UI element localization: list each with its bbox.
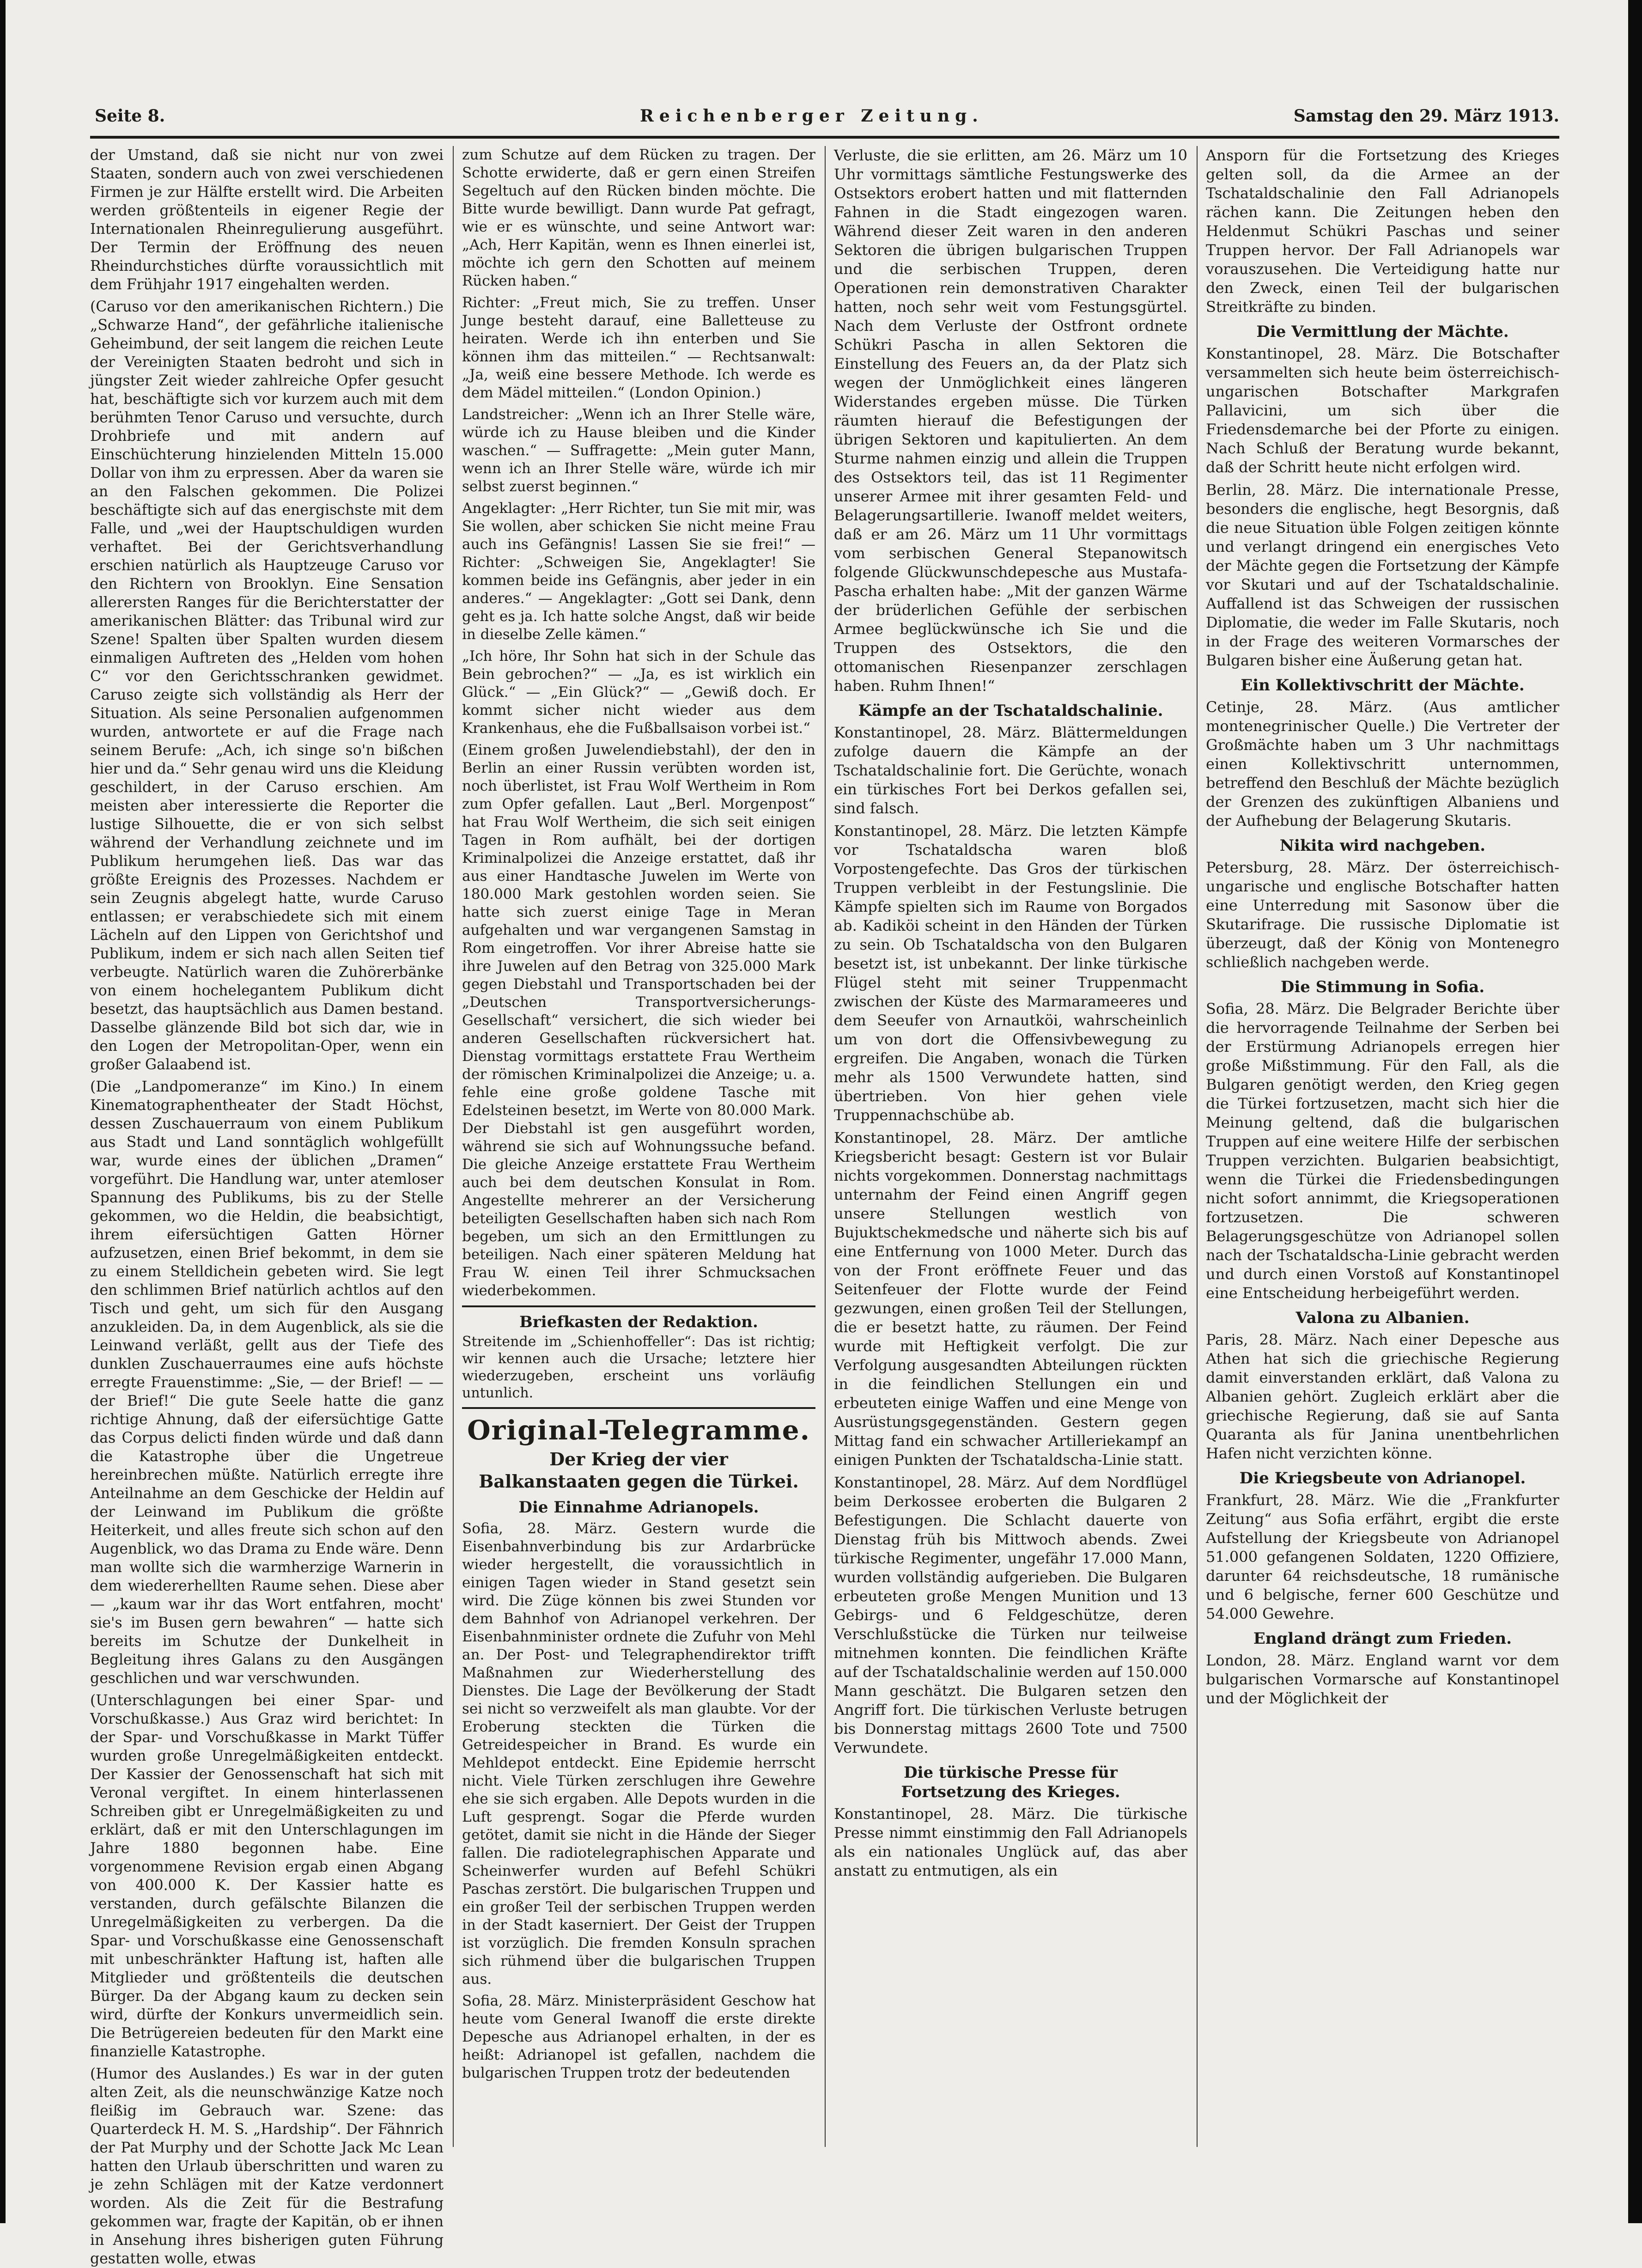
telegram-subtitle: Der Krieg der vier bbox=[549, 1449, 728, 1469]
section-heading: Die Vermittlung der Mächte. bbox=[1256, 323, 1509, 341]
page-header bbox=[90, 106, 1559, 139]
section-heading: Nikita wird nachgeben. bbox=[1279, 836, 1486, 855]
newspaper-page bbox=[90, 106, 1559, 2267]
article-paragraph: Konstantinopel, 28. März. Blättermeldungen zufolge dauern die Kämpfe an der Tschataldschalinie fort. Die Gerüchte, wonach ein türkisches Fort bei Derkos gefallen sei, sind falsch. bbox=[834, 724, 1187, 817]
telegram-subtitle: Balkanstaaten gegen die Türkei. bbox=[479, 1471, 799, 1492]
section-rule bbox=[462, 1305, 815, 1307]
header-rule bbox=[90, 136, 1559, 139]
section-heading: Fortsetzung des Krieges. bbox=[901, 1783, 1120, 1801]
article-paragraph: Angeklagter: „Herr Richter, tun Sie mit mir, was Sie wollen, aber schicken Sie nicht meine Frau auch ins Gefängnis! Lassen Sie sie frei!“ — Richter: „Schweigen Sie, Angeklagter! Sie kommen beide ins Gefängnis, aber jeder in ein anderes.“ — Angeklagter: „Gott sei Dank, denn geht es ja. Ich hatte solche Angst, daß wir beide in dieselbe Zelle kämen.“ bbox=[462, 500, 815, 643]
section-heading: Die türkische Presse für bbox=[904, 1763, 1118, 1782]
section-heading: England drängt zum Frieden. bbox=[1253, 1629, 1512, 1648]
section-heading: Die Stimmung in Sofia. bbox=[1280, 978, 1485, 996]
article-paragraph: Konstantinopel, 28. März. Die letzten Kämpfe vor Tschataldscha waren bloß Vorpostengefechte. Das Gros der türkischen Truppen verbleibt in der Festungslinie. Die Kämpfe spielten sich im Raume von Borgados ab. Kadiköi scheint in den Händen der Türken zu sein. Ob Tschataldscha von den Bulgaren besetzt ist, ist unbekannt. Der linke türkische Flügel steht mit seiner Truppenmacht zwischen der Küste des Marmarameeres und dem Seeufer von Arnautköi, wahrscheinlich um von dort die Offensivbewegung zu ergreifen. Die Angaben, wonach die Türken mehr als 1500 Verwundete hatten, sind übertrieben. Von hier gehen viele Truppennachschübe ab. bbox=[834, 822, 1187, 1124]
scan-border-right bbox=[1628, 0, 1642, 2223]
article-paragraph: Verluste, die sie erlitten, am 26. März um 10 Uhr vormittags sämtliche Festungswerke des Ostsektors erobert hatten und mit flatternden Fahnen in die Stadt eingezogen waren. Während dieser Zeit waren in den anderen Sektoren die übrigen bulgarischen Truppen und die serbischen Truppen, deren Operationen rein demonstrativen Charakter hatten, noch sehr weit vom Festungsgürtel. Nach dem Verluste der Ostfront ordnete Schükri Pascha in allen Sektoren die Einstellung des Feuers an, da der Platz sich wegen der Unmöglichkeit eines längeren Widerstandes ergeben müsse. Die Türken räumten hierauf die Befestigungen der übrigen Sektoren und kapitulierten. An dem Sturme nahmen einzig und allein die Truppen des Ostsektors teil, das ist 11 Regimenter unserer Armee mit ihrer gesamten Feld- und Belagerungsartillerie. Iwanoff meldet weiters, daß er am 26. März um 11 Uhr vormittags vom serbischen General Stepanowitsch folgende Glückwunschdepesche aus Mustafa-Pascha erhalten habe: „Mit der ganzen Wärme der brüderlichen Gefühle der serbischen Armee beglückwünsche ich Sie und die Truppen des Ostsektors, die den ottomanischen Riesenpanzer zerschlagen haben. Ruhm Ihnen!“ bbox=[834, 146, 1187, 695]
article-paragraph: London, 28. März. England warnt vor dem bulgarischen Vormarsche auf Konstantinopel und der Möglichkeit der bbox=[1206, 1652, 1559, 1707]
section-heading: Die Einnahme Adrianopels. bbox=[518, 1498, 759, 1517]
telegram-section-title: Original-Telegramme. bbox=[467, 1414, 810, 1446]
article-paragraph: Berlin, 28. März. Die internationale Presse, besonders die englische, hegt Besorgnis, daß die neue Situation üble Folgen zeitigen könnte und verlangt dringend ein energisches Veto der Mächte gegen die Fortsetzung der Kämpfe vor Skutari und auf der Tschataldschalinie. Auffallend ist das Schweigen der russischen Diplomatie, die weder im Falle Skutaris, noch in der Frage des weiteren Vormarsches der Bulgaren bisher eine Äußerung getan hat. bbox=[1206, 481, 1559, 669]
article-paragraph: Konstantinopel, 28. März. Die türkische Presse nimmt einstimmig den Fall Adrianopels als ein nationales Unglück auf, das aber anstatt zu entmutigen, als ein bbox=[834, 1805, 1187, 1879]
issue-date: Samstag den 29. März 1913. bbox=[1293, 106, 1559, 126]
article-paragraph: Sofia, 28. März. Gestern wurde die Eisenbahnverbindung bis zur Ardarbrücke wieder hergestellt, die voraussichtlich in einigen Tagen wieder in Stand gesetzt sein wird. Die Züge können bis zwei Stunden vor dem Bahnhof von Adrianopel verkehren. Der Eisenbahnminister ordnete die Zufuhr von Mehl an. Der Post- und Telegraphendirektor trifft Maßnahmen zur Wiederherstellung des Dienstes. Die Lage der Bevölkerung der Stadt sei nicht so verzweifelt als man glaubte. Vor der Eroberung steckten die Türken die Getreidespeicher in Brand. Es wurde ein Mehldepot entdeckt. Eine Epidemie herrscht nicht. Viele Türken zerschlugen ihre Gewehre ehe sie sich ergaben. Alle Depots wurden in die Luft gesprengt. Sogar die Pferde wurden getötet, damit sie nicht in die Hände der Sieger fallen. Die radiotelegraphischen Apparate und Scheinwerfer wurden auf Befehl Schükri Paschas zerstört. Die bulgarischen Truppen und ein großer Teil der serbischen Truppen werden in der Stadt kaserniert. Der Geist der Truppen ist vorzüglich. Die fremden Konsuln sprachen sich rühmend über die bulgarischen Truppen aus. bbox=[462, 1520, 815, 1988]
article-paragraph: der Umstand, daß sie nicht nur von zwei Staaten, sondern auch von zwei verschiedenen Firmen je zur Hälfte erstellt wird. Die Arbeiten werden größtenteils in eigener Regie der Internationalen Rheinregulierung ausgeführt. Der Termin der Eröffnung des neuen Rheindurchstiches dürfte voraussichtlich mit dem Frühjahr 1917 eingehalten werden. bbox=[90, 147, 444, 293]
article-paragraph: Richter: „Freut mich, Sie zu treffen. Unser Junge besteht darauf, eine Balletteuse zu heiraten. Werde ich ihn enterben und Sie können ihm das mitteilen.“ — Rechtsanwalt: „Ja, weiß eine bessere Methode. Ich werde es dem Mädel mitteilen.“ (London Opinion.) bbox=[462, 294, 815, 401]
article-paragraph: (Die „Landpomeranze“ im Kino.) In einem Kinematographentheater der Stadt Höchst, dessen Zuschauerraum von einem Publikum aus Stadt und Land sonntäglich wohlgefüllt war, wurde eines der üblichen „Dramen“ vorgeführt. Die Handlung war, unter atemloser Spannung des Publikums, bis zu der Stelle gekommen, wo die Heldin, die beabsichtigt, ihrem eifersüchtigen Gatten Hörner aufzusetzen, einen Brief bekommt, in dem sie zu einem Stelldichein gebeten wird. Sie legt den schlimmen Brief natürlich achtlos auf den Tisch und geht, um sich für den Ausgang anzukleiden. Da, in dem Augenblick, als sie die Leinwand verläßt, gellt aus der Tiefe des dunklen Zuschauerraumes eine aufs höchste erregte Frauenstimme: „Sie, — der Brief! — — der Brief!“ Die gute Seele hatte die ganz richtige Ahnung, daß der eifersüchtige Gatte das Corpus delicti finden würde und daß dann die Katastrophe über die Ungetreue hereinbrechen müßte. Natürlich erregte ihre Anteilnahme an dem Geschicke der Heldin auf der Leinwand im Publikum die größte Heiterkeit, und alles freute sich schon auf den Augenblick, wo das Drama zu Ende wäre. Denn man wollte sich die warmherzige Warnerin in dem wiedererhellten Raume sehen. Diese aber — „kaum war ihr das Wort entfahren, mocht' sie's im Busen gern bewahren“ — hatte sich bereits im Schutze der Dunkelheit in Begleitung ihres Galans zu den Ausgängen geschlichen und war verschwunden. bbox=[90, 1079, 444, 1687]
section-heading: Kämpfe an der Tschataldschalinie. bbox=[858, 701, 1163, 720]
page-number: Seite 8. bbox=[95, 106, 165, 126]
scan-border-left bbox=[0, 0, 6, 2223]
article-paragraph: (Unterschlagungen bei einer Spar- und Vorschußkasse.) Aus Graz wird berichtet: In der Spar- und Vorschußkasse in Markt Tüffer wurden große Unregelmäßigkeiten entdeckt. Der Kassier der Genossenschaft hat sich mit Veronal vergiftet. In einem hinterlassenen Schreiben gibt er Unregelmäßigkeiten zu und erklärt, daß er mit den Unterschlagungen im Jahre 1880 begonnen habe. Eine vorgenommene Revision ergab einen Abgang von 400.000 K. Der Kassier hatte es verstanden, durch gefälschte Bilanzen die Unregelmäßigkeiten zu verbergen. Da die Spar- und Vorschußkasse eine Genossenschaft mit unbeschränkter Haftung ist, haften alle Mitglieder und größtenteils die deutschen Bürger. Da der Abgang kaum zu decken sein wird, dürfte der Konkurs unvermeidlich sein. Die Betrügereien bedeuten für den Markt eine finanzielle Katastrophe. bbox=[90, 1692, 444, 2060]
column-4 bbox=[1206, 146, 1559, 2147]
section-heading: Die Kriegsbeute von Adrianopel. bbox=[1239, 1469, 1526, 1488]
section-heading: Ein Kollektivschritt der Mächte. bbox=[1241, 676, 1525, 695]
mailbox-text: Streitende im „Schienhoffeller“: Das ist richtig; wir kennen auch die Ursache; letztere hier wiederzugeben, erscheint uns vorläufig untunlich. bbox=[462, 1334, 815, 1401]
article-paragraph: Landstreicher: „Wenn ich an Ihrer Stelle wäre, würde ich zu Hause bleiben und die Kinder waschen.“ — Suffragette: „Mein guter Mann, wenn ich an Ihrer Stelle wäre, würde ich mir selbst zuerst beginnen.“ bbox=[462, 406, 815, 495]
article-paragraph: Sofia, 28. März. Ministerpräsident Geschow hat heute vom General Iwanoff die erste direkte Depesche aus Adrianopel erhalten, in der es heißt: Adrianopel ist gefallen, nachdem die bulgarischen Truppen trotz der bedeutenden bbox=[462, 1993, 815, 2081]
article-paragraph: Sofia, 28. März. Die Belgrader Berichte über die hervorragende Teilnahme der Serben bei der Erstürmung Adrianopels erregen hier große Mißstimmung. Für den Fall, als die Bulgaren genötigt werden, den Krieg gegen die Türkei fortzusetzen, macht sich hier die Meinung geltend, daß die bulgarischen Truppen auf eine weitere Hilfe der serbischen Truppen verzichten. Bulgarien beabsichtigt, wenn die Türkei die Friedensbedingungen nicht sofort annimmt, die Kriegsoperationen fortzusetzen. Die schweren Belagerungsgeschütze von Adrianopel sollen nach der Tschataldscha-Linie gebracht werden und durch einen Vorstoß auf Konstantinopel eine Entscheidung herbeigeführt werden. bbox=[1206, 1000, 1559, 1302]
article-paragraph: Konstantinopel, 28. März. Die Botschafter versammelten sich heute beim österreichisch-ungarischen Botschafter Markgrafen Pallavicini, um sich über die Friedensdemarche bei der Pforte zu einigen. Nach Schluß der Beratung wurde bekannt, daß der Schritt heute nicht erfolgen wird. bbox=[1206, 345, 1559, 476]
column-divider bbox=[453, 146, 454, 2147]
article-paragraph: „Ich höre, Ihr Sohn hat sich in der Schule das Bein gebrochen?“ — „Ja, es ist wirklich ein Glück.“ — „Ein Glück?“ — „Gewiß doch. Er kommt sicher nicht wieder aus dem Krankenhaus, ehe die Fußballsaison vorbei ist.“ bbox=[462, 648, 815, 737]
article-paragraph: Frankfurt, 28. März. Wie die „Frankfurter Zeitung“ aus Sofia erfährt, ergibt die erste Aufstellung der Kriegsbeute von Adrianopel 51.000 gefangenen Soldaten, 1220 Offiziere, darunter 64 reichsdeutsche, 18 rumänische und 6 belgische, ferner 600 Geschütze und 54.000 Gewehre. bbox=[1206, 1491, 1559, 1622]
article-paragraph: (Einem großen Juwelendiebstahl), der den in Berlin an einer Russin verübten worden ist, noch überlistet, ist Frau Wolf Wertheim in Rom zum Opfer gefallen. Laut „Berl. Morgenpost“ hat Frau Wolf Wertheim, die sich seit einigen Tagen in Rom aufhält, bei der dortigen Kriminalpolizei die Anzeige erstattet, daß ihr aus einer Handtasche Juwelen im Werte von 180.000 Mark gestohlen worden seien. Sie hatte sich zuerst einige Tage in Meran aufgehalten und war vergangenen Samstag in Rom eingetroffen. Vor ihrer Abreise hatte sie ihre Juwelen auf den Betrag von 325.000 Mark gegen Diebstahl und Transportschaden bei der „Deutschen Transportversicherungs-Gesellschaft“ versichert, die sich wieder bei anderen Gesellschaften rückversichert hat. Dienstag vormittags erstattete Frau Wertheim der römischen Kriminalpolizei die Anzeige; u. a. fehle eine große goldene Tasche mit Edelsteinen besetzt, im Werte von 80.000 Mark. Der Diebstahl ist gen ausgeführt worden, während sie sich auf Wohnungssuche befand. Die gleiche Anzeige erstattete Frau Wertheim auch bei dem deutschen Konsulat in Rom. Angestellte mehrerer an der Versicherung beteiligten Gesellschaften haben sich nach Rom begeben, um sich an den Ermittlungen zu beteiligen. Nach einer späteren Meldung hat Frau W. einen Teil ihrer Schmucksachen wiederbekommen. bbox=[462, 742, 815, 1299]
article-paragraph: Konstantinopel, 28. März. Auf dem Nordflügel beim Derkossee eroberten die Bulgaren 2 Befestigungen. Die Schlacht dauerte von Dienstag früh bis Mittwoch abends. Zwei türkische Regimenter, ungefähr 17.000 Mann, wurden vollständig aufgerieben. Die Bulgaren erbeuteten große Mengen Munition und 13 Gebirgs- und 6 Feldgeschütze, deren Verschlußstücke die Türken nur teilweise mitnehmen konnten. Die feindlichen Kräfte auf der Tschataldschalinie werden auf 150.000 Mann geschätzt. Die Bulgaren setzen den Angriff fort. Die türkischen Verluste betrugen bis Donnerstag mittags 2600 Tote und 7500 Verwundete. bbox=[834, 1474, 1187, 1756]
article-paragraph: Cetinje, 28. März. (Aus amtlicher montenegrinischer Quelle.) Die Vertreter der Großmächte haben um 3 Uhr nachmittags einen Kollektivschritt unternommen, betreffend den Beschluß der Mächte bezüglich der Grenzen des zukünftigen Albaniens und der Aufhebung der Belagerung Skutaris. bbox=[1206, 698, 1559, 829]
column-1 bbox=[90, 146, 444, 2267]
article-paragraph: Konstantinopel, 28. März. Der amtliche Kriegsbericht besagt: Gestern ist vor Bulair nichts vorgekommen. Donnerstag nachmittags unternahm der Feind einen Angriff gegen unsere Stellungen westlich von Bujuktschekmedsche und näherte sich bis auf eine Entfernung von 1000 Meter. Durch das von der Front eröffnete Feuer und das Seitenfeuer der Flotte wurde der Feind gezwungen, einen großen Teil der Stellungen, die er besetzt hatte, zu räumen. Der Feind wurde mit Heftigkeit verfolgt. Die zur Verfolgung ausgesandten Abteilungen rückten in die feindlichen Stellungen ein und erbeuteten einige Waffen und eine Menge von Ausrüstungsgegenständen. Gestern gegen Mittag fand ein schwacher Artilleriekampf an einigen Punkten der Tschataldscha-Linie statt. bbox=[834, 1129, 1187, 1469]
article-paragraph: Ansporn für die Fortsetzung des Krieges gelten soll, da die Armee an der Tschataldschalinie den Fall Adrianopels rächen kann. Die Zeitungen heben den Heldenmut Schükri Paschas und seiner Truppen hervor. Der Fall Adrianopels war vorauszusehen. Die Verteidigung hatte nur den Zweck, einen Teil der bulgarischen Streitkräfte zu binden. bbox=[1206, 146, 1559, 316]
column-2 bbox=[462, 146, 815, 2147]
section-heading: Valona zu Albanien. bbox=[1295, 1309, 1470, 1327]
article-paragraph: (Humor des Auslandes.) Es war in der guten alten Zeit, als die neunschwänzige Katze noch fleißig im Gebrauch war. Szene: das Quarterdeck H. M. S. „Hardship“. Der Fähnrich der Pat Murphy und der Schotte Jack Mc Lean hatten den Urlaub überschritten und waren zu je zehn Schlägen mit der Katze verdonnert worden. Als die Zeit für die Bestrafung gekommen war, fragte der Kapitän, ob er ihnen in Ansehung ihres bisherigen guten Führung gestatten wolle, etwas bbox=[90, 2066, 444, 2267]
article-paragraph: Paris, 28. März. Nach einer Depesche aus Athen hat sich die griechische Regierung damit einverstanden erklärt, daß Valona zu Albanien gehört. Zugleich erklärt aber die griechische Regierung, daß sie auf Santa Quaranta als für Janina unentbehrlichen Hafen nicht verzichten könne. bbox=[1206, 1331, 1559, 1462]
column-3 bbox=[834, 146, 1187, 2147]
article-paragraph: (Caruso vor den amerikanischen Richtern.) Die „Schwarze Hand“, der gefährliche italienische Geheimbund, der seit langem die reichen Leute der Vereinigten Staaten bedroht und sich in jüngster Zeit wieder zahlreiche Opfer gesucht hat, beschäftigte sich vor kurzem auch mit dem berühmten Tenor Caruso und versuchte, durch Drohbriefe und mit andern auf Einschüchterung hinzielenden Mitteln 15.000 Dollar von ihm zu erpressen. Aber da waren sie an den Falschen gekommen. Die Polizei beschäftigte sich auf das energischste mit dem Falle, und „wei der Hauptschuldigen wurden verhaftet. Bei der Gerichtsverhandlung erschien natürlich als Hauptzeuge Caruso vor den Richtern von Brooklyn. Eine Sensation allerersten Ranges für die Berichterstatter der amerikanischen Blätter: das Tribunal wird zur Szene! Spalten über Spalten wurden diesem einmaligen Auftreten des „Helden vom hohen C“ vor den Gerichtsschranken gewidmet. Caruso zeigte sich vollständig als Herr der Situation. Als seine Personalien aufgenommen wurden, antwortete er auf die Frage nach seinem Berufe: „Ach, ich singe so'n bißchen hier und da.“ Sehr genau wird uns die Kleidung geschildert, in der Caruso erschien. Am meisten aber interessierte die Reporter die lustige Silhouette, die er von sich selbst während der Verhandlung zeichnete und im Publikum herumgehen ließ. Das war das größte Ereignis des Prozesses. Nachdem er sein Zeugnis abgelegt hatte, wurde Caruso entlassen; er verabschiedete sich mit einem Lächeln auf den Lippen von Gerichtshof und Publikum, indem er sich nach allen Seiten tief verbeugte. Natürlich waren die Zuhörerbänke von einem hochelegantem Publikum dicht besetzt, das hauptsächlich aus Damen bestand. Dasselbe glänzende Bild bot sich dar, wie in den Logen der Metropolitan-Oper, wenn ein großer Galaabend ist. bbox=[90, 299, 444, 1073]
article-paragraph: Petersburg, 28. März. Der österreichisch-ungarische und englische Botschafter hatten eine Unterredung mit Sasonow über die Skutarifrage. Die russische Diplomatie ist überzeugt, daß der König von Montenegro schließlich nachgeben werde. bbox=[1206, 859, 1559, 971]
article-paragraph: zum Schutze auf dem Rücken zu tragen. Der Schotte erwiderte, daß er gern einen Streifen Segeltuch auf den Rücken binden möchte. Die Bitte wurde bewilligt. Dann wurde Pat gefragt, wie er es wünschte, und seine Antwort war: „Ach, Herr Kapitän, wenn es Ihnen einerlei ist, möchte ich gern den Schotten auf meinem Rücken haben.“ bbox=[462, 146, 815, 289]
column-divider bbox=[825, 146, 826, 2147]
column-divider bbox=[1197, 146, 1198, 2147]
masthead: Reichenberger Zeitung. bbox=[640, 106, 984, 126]
section-rule bbox=[462, 1407, 815, 1409]
mailbox-title: Briefkasten der Redaktion. bbox=[519, 1313, 758, 1331]
